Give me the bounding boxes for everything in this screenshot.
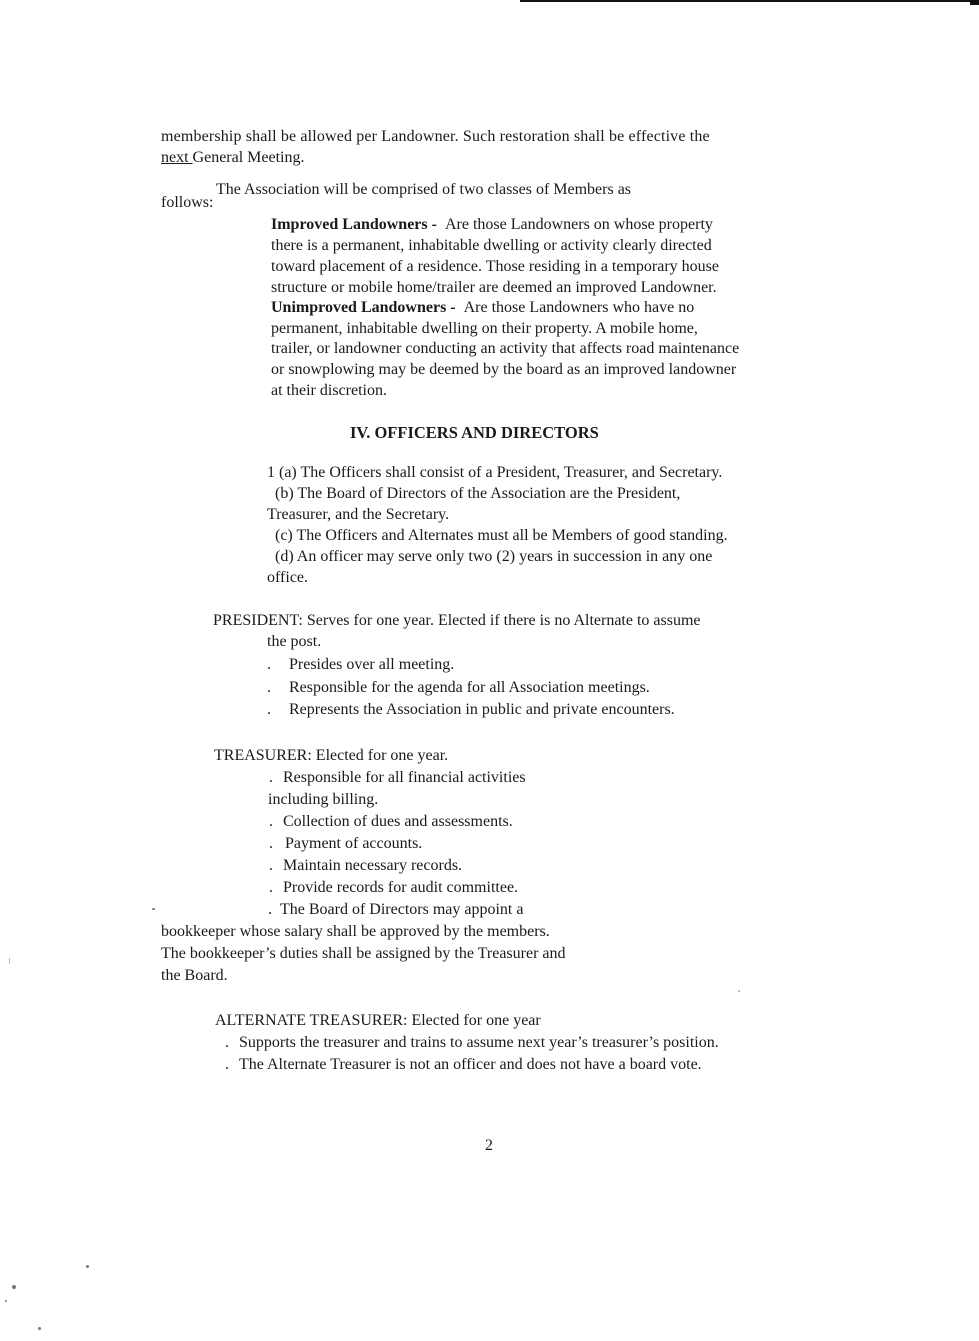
scan-speck bbox=[12, 1285, 16, 1289]
officer-rule-c: (c) The Officers and Alternates must all be Members of good standing. bbox=[267, 527, 728, 544]
alternate-treasurer-bullet-1 bbox=[225, 1032, 719, 1053]
treasurer-bullet-text: Maintain necessary records. bbox=[283, 857, 463, 874]
treasurer-bullet-6 bbox=[268, 899, 523, 920]
page-number: 2 bbox=[485, 1137, 493, 1154]
treasurer-bullet-4 bbox=[269, 855, 462, 876]
bullet-dot-icon: . bbox=[269, 857, 273, 874]
president-bullet-text: Presides over all meeting. bbox=[289, 656, 455, 673]
bullet-dot-icon: . bbox=[268, 901, 272, 918]
president-title-cont: the post. bbox=[267, 633, 322, 650]
improved-landowners-term: Improved Landowners bbox=[271, 216, 428, 233]
treasurer-cont-line-3: the Board. bbox=[161, 967, 228, 984]
scan-speck bbox=[738, 990, 740, 992]
officer-rule-d-cont: office. bbox=[267, 569, 309, 586]
improved-landowners-line-3: toward placement of a residence. Those residing in a temporary house bbox=[271, 258, 719, 275]
scan-edge-rule bbox=[520, 0, 972, 2]
improved-landowners-text-1: Are those Landowners on whose property bbox=[444, 216, 713, 233]
treasurer-cont-line-1: bookkeeper whose salary shall be approved by the members. bbox=[161, 923, 550, 940]
treasurer-bullet-text: Payment of accounts. bbox=[285, 835, 423, 852]
treasurer-bullet-text: Responsible for all financial activities bbox=[283, 769, 526, 786]
bullet-dot-icon: . bbox=[225, 1034, 229, 1051]
scan-speck bbox=[9, 958, 10, 964]
treasurer-bullet-text: The Board of Directors may appoint a bbox=[280, 901, 524, 918]
alternate-treasurer-bullet-text: The Alternate Treasurer is not an officer and does not have a board vote. bbox=[239, 1056, 702, 1073]
improved-landowners-line-2: there is a permanent, inhabitable dwelling or activity clearly directed bbox=[271, 237, 712, 254]
classes-intro-line-2: follows: bbox=[161, 194, 214, 211]
treasurer-bullet-text: Provide records for audit committee. bbox=[283, 879, 519, 896]
improved-landowners-line-1 bbox=[271, 214, 713, 235]
bullet-dot-icon: . bbox=[267, 701, 271, 718]
treasurer-bullet-2 bbox=[269, 811, 513, 832]
treasurer-cont-line-2: The bookkeeper’s duties shall be assigned by the Treasurer and bbox=[161, 945, 566, 962]
treasurer-bullet-3 bbox=[269, 833, 422, 854]
treasurer-bullet-5 bbox=[269, 877, 518, 898]
bullet-dot-icon: . bbox=[267, 679, 271, 696]
unimproved-landowners-line-5: at their discretion. bbox=[271, 382, 387, 399]
treasurer-bullet-1-cont: including billing. bbox=[268, 791, 379, 808]
classes-intro-line-1: The Association will be comprised of two classes of Members as bbox=[216, 181, 632, 198]
unimproved-landowners-line-3: trailer, or landowner conducting an activity that affects road maintenance bbox=[271, 340, 740, 357]
officer-rule-b: (b) The Board of Directors of the Association are the President, bbox=[267, 485, 681, 502]
alternate-treasurer-bullet-text: Supports the treasurer and trains to assume next year’s treasurer’s position. bbox=[239, 1034, 719, 1051]
unimproved-landowners-line-2: permanent, inhabitable dwelling on their property. A mobile home, bbox=[271, 320, 698, 337]
bullet-dot-icon: . bbox=[269, 879, 273, 896]
unimproved-landowners-text-1: Are those Landowners who have no bbox=[463, 299, 695, 316]
bullet-dot-icon: . bbox=[225, 1056, 229, 1073]
bullet-dot-icon: . bbox=[269, 769, 273, 786]
unimproved-landowners-dash: - bbox=[446, 299, 460, 316]
intro-underlined-word: next bbox=[161, 149, 193, 166]
improved-landowners-dash: - bbox=[427, 216, 441, 233]
president-bullet-3 bbox=[267, 699, 675, 720]
intro-line-1: membership shall be allowed per Landowner. Such restoration shall be effective the bbox=[161, 128, 710, 145]
scan-speck bbox=[152, 908, 155, 910]
president-title: PRESIDENT: Serves for one year. Elected if there is no Alternate to assume bbox=[213, 612, 701, 629]
bullet-dot-icon: . bbox=[269, 813, 273, 830]
scan-edge-corner bbox=[970, 0, 979, 5]
treasurer-bullet-1 bbox=[269, 767, 526, 788]
unimproved-landowners-line-1 bbox=[271, 297, 694, 318]
officer-rule-d: (d) An officer may serve only two (2) years in succession in any one bbox=[267, 548, 713, 565]
section-heading: IV. OFFICERS AND DIRECTORS bbox=[350, 423, 599, 442]
president-bullet-text: Represents the Association in public and private encounters. bbox=[289, 701, 675, 718]
unimproved-landowners-term: Unimproved Landowners bbox=[271, 299, 447, 316]
intro-line-2 bbox=[161, 147, 305, 168]
scan-speck bbox=[5, 1300, 7, 1302]
treasurer-title: TREASURER: Elected for one year. bbox=[214, 747, 449, 764]
president-bullet-2 bbox=[267, 677, 650, 698]
scan-speck bbox=[86, 1265, 89, 1268]
officer-rule-a: 1 (a) The Officers shall consist of a President, Treasurer, and Secretary. bbox=[267, 464, 723, 481]
intro-line-2-rest: General Meeting. bbox=[192, 149, 305, 166]
scan-speck bbox=[38, 1327, 41, 1330]
alternate-treasurer-bullet-2 bbox=[225, 1054, 702, 1075]
alternate-treasurer-title: ALTERNATE TREASURER: Elected for one year bbox=[215, 1012, 541, 1029]
officer-rule-b-cont: Treasurer, and the Secretary. bbox=[267, 506, 450, 523]
president-bullet-text: Responsible for the agenda for all Association meetings. bbox=[289, 679, 650, 696]
bullet-dot-icon: . bbox=[267, 656, 271, 673]
president-bullet-1 bbox=[267, 654, 454, 675]
unimproved-landowners-line-4: or snowplowing may be deemed by the board as an improved landowner bbox=[271, 361, 737, 378]
bullet-dot-icon: . bbox=[269, 835, 273, 852]
improved-landowners-line-4: structure or mobile home/trailer are deemed an improved Landowner. bbox=[271, 279, 717, 296]
treasurer-bullet-text: Collection of dues and assessments. bbox=[283, 813, 513, 830]
